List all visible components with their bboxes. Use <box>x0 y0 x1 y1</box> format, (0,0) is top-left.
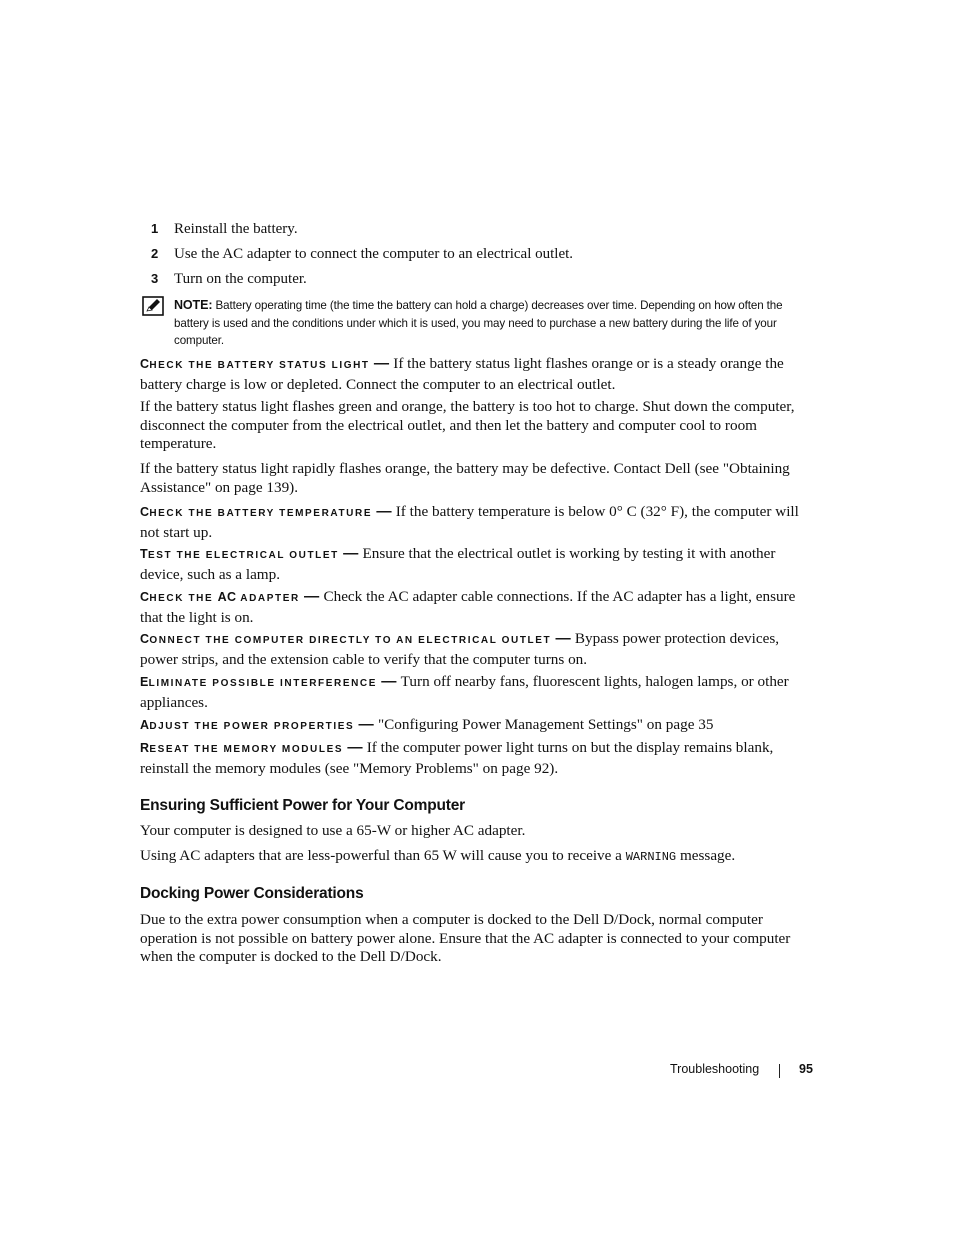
item-text: If the computer power light turns on but the display remains blank, reinstall the memory modules (see "Memory Problems" on page 92). <box>140 739 774 777</box>
note-pencil-icon <box>142 296 164 316</box>
note-box <box>174 297 819 350</box>
warning-code: WARNING <box>625 850 677 864</box>
paragraph: If the battery status light flashes green and orange, the battery is too hot to charge. Shut down the computer, disconnect the computer from the electrical outlet, and then let the battery and computer cool to room temperature. <box>140 398 795 453</box>
item-title: CHECK THE BATTERY STATUS LIGHT <box>140 357 370 371</box>
item-title: TEST THE ELECTRICAL OUTLET <box>140 547 339 561</box>
item-electrical-outlet: TEST THE ELECTRICAL OUTLET — Ensure that the electrical outlet is working by testing it with another device, such as a lamp. <box>140 545 776 583</box>
step-number: 2 <box>151 246 159 261</box>
item-text: Bypass power protection devices, power strips, and the extension cable to verify that the computer turns on. <box>140 630 780 668</box>
item-ac-adapter: CHECK THE AC ADAPTER — Check the AC adapter cable connections. If the AC adapter has a light, ensure that the light is on. <box>140 588 796 626</box>
item-battery-temperature: CHECK THE BATTERY TEMPERATURE — If the battery temperature is below 0° C (32° F), the computer will not start up. <box>140 503 799 541</box>
item-title: CHECK THE BATTERY TEMPERATURE <box>140 505 373 519</box>
item-text: "Configuring Power Management Settings" on page 35 <box>377 716 714 733</box>
section-heading-sufficient-power: Ensuring Sufficient Power for Your Computer <box>140 797 465 814</box>
step-number: 1 <box>151 221 159 236</box>
footer-section-name: Troubleshooting <box>670 1062 760 1076</box>
page-number: 95 <box>799 1062 813 1076</box>
item-memory-modules: RESEAT THE MEMORY MODULES — If the computer power light turns on but the display remains blank, reinstall the memory modules (see "Memory Problems" on page 92). <box>140 739 774 777</box>
step-text: Use the AC adapter to connect the computer to an electrical outlet. <box>174 246 574 262</box>
item-text: If the battery status light flashes orange or is a steady orange the battery charge is low or depleted. Connect the computer to an electrical outlet. <box>140 355 784 393</box>
step-text: Reinstall the battery. <box>174 221 298 237</box>
paragraph: Your computer is designed to use a 65-W or higher AC adapter. <box>140 822 526 839</box>
item-title: ELIMINATE POSSIBLE INTERFERENCE <box>140 675 378 689</box>
item-power-properties: ADJUST THE POWER PROPERTIES — "Configuring Power Management Settings" on page 35 <box>140 716 714 733</box>
item-title: CHECK THE AC ADAPTER <box>140 590 300 604</box>
paragraph: Due to the extra power consumption when a computer is docked to the Dell D/Dock, normal computer operation is not possible on battery power alone. Ensure that the AC adapter is connected to your computer when the computer is docked to the Dell D/Dock. <box>140 911 791 966</box>
paragraph-warning: Using AC adapters that are less-powerful than 65 W will cause you to receive a WARNING message. <box>140 847 736 864</box>
section-heading-docking-power: Docking Power Considerations <box>140 885 364 902</box>
item-text: Turn off nearby fans, fluorescent lights, halogen lamps, or other appliances. <box>140 673 789 711</box>
step-number: 3 <box>151 271 159 286</box>
step-text: Turn on the computer. <box>174 271 307 287</box>
item-text: Check the AC adapter cable connections. If the AC adapter has a light, ensure that the light is on. <box>140 588 796 626</box>
item-title: ADJUST THE POWER PROPERTIES <box>140 718 355 732</box>
note-label: NOTE: <box>174 298 213 312</box>
item-battery-status-light: CHECK THE BATTERY STATUS LIGHT — If the battery status light flashes orange or is a steady orange the battery charge is low or depleted. Connect the computer to an electrical outlet. <box>140 355 784 393</box>
paragraph: If the battery status light rapidly flashes orange, the battery may be defective. Contact Dell (see "Obtaining Assistance" on page 139). <box>140 460 790 496</box>
footer-divider <box>779 1064 780 1078</box>
item-text: Ensure that the electrical outlet is working by testing it with another device, such as a lamp. <box>140 545 776 583</box>
note-text: Battery operating time (the time the battery can hold a charge) decreases over time. Depending on how often the battery is used and the conditions under which it is used, you may need to purchase a new battery during the life of your computer. <box>174 299 783 347</box>
item-title: RESEAT THE MEMORY MODULES <box>140 741 344 755</box>
item-connect-directly: CONNECT THE COMPUTER DIRECTLY TO AN ELECTRICAL OUTLET — Bypass power protection devices, power strips, and the extension cable to verify that the computer turns on. <box>140 630 780 668</box>
item-text: If the battery temperature is below 0° C (32° F), the computer will not start up. <box>140 503 799 541</box>
item-title: CONNECT THE COMPUTER DIRECTLY TO AN ELECTRICAL OUTLET <box>140 632 552 646</box>
item-eliminate-interference: ELIMINATE POSSIBLE INTERFERENCE — Turn off nearby fans, fluorescent lights, halogen lamps, or other appliances. <box>140 673 789 711</box>
